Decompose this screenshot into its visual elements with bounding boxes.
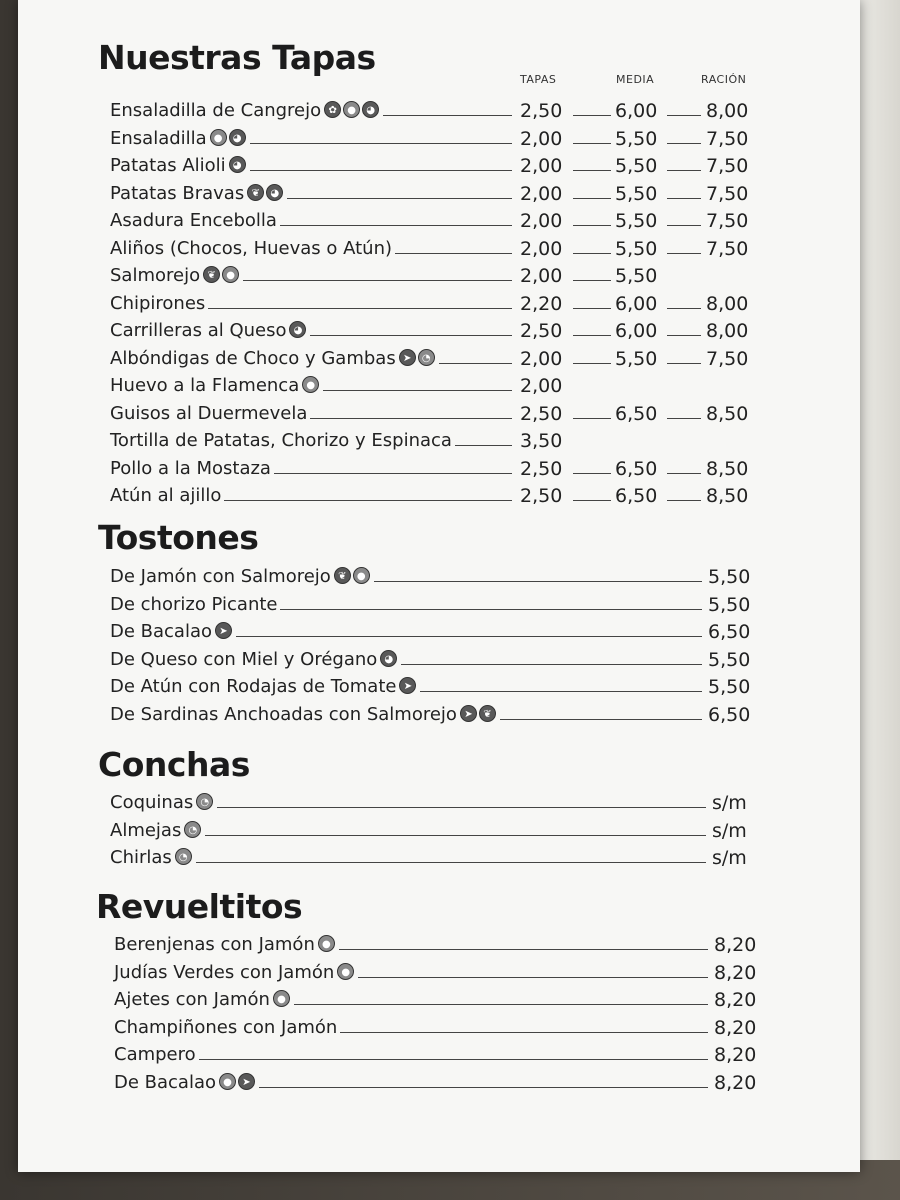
section-title-revueltitos: Revueltitos [96,887,303,926]
allergen-icons [247,184,283,201]
fish-allergen-icon: ➤ [238,1073,255,1090]
price-dash [667,225,701,226]
price-media: 5,50 [615,155,658,177]
price-dash [573,473,611,474]
price-dash [667,418,701,419]
price-racion: 8,00 [706,320,749,342]
fish-allergen-icon: ➤ [399,349,416,366]
price: 8,20 [714,1044,757,1066]
leader-line [217,807,706,808]
item-name: Patatas Bravas [110,182,245,204]
leader-line [358,977,708,978]
price-racion: 7,50 [706,127,749,150]
price-racion: 8,00 [706,292,749,315]
price-tapa: 2,50 [520,100,563,122]
price: 8,20 [714,961,757,984]
price-media: 6,00 [615,292,658,315]
price-tapa: 2,50 [520,402,563,425]
leader-line [280,225,512,226]
price-tapa: 2,00 [520,375,563,397]
allergen-icons [302,376,319,393]
paper-edge [855,0,900,1160]
price-dash [573,363,611,364]
price-media: 5,50 [615,210,658,232]
egg-allergen-icon: ● [318,935,335,952]
menu-item-row [110,592,810,618]
mollusc-allergen-icon: ◔ [184,821,201,838]
leader-line [243,280,512,281]
menu-item-row [110,153,770,179]
menu-item-row [110,126,770,152]
price-tapa: 2,00 [520,210,563,232]
menu-item-row [114,932,814,958]
price-media: 5,50 [615,265,658,287]
menu-item-row [110,845,810,871]
leader-line [395,253,512,254]
item-name: Albóndigas de Choco y Gambas [110,347,396,369]
leader-line [274,473,512,474]
leader-line [287,198,512,199]
menu-item-row [110,483,770,509]
mollusc-allergen-icon: ◔ [175,848,192,865]
item-name: Salmorejo [110,265,201,286]
allergen-icons [399,349,435,366]
menu-item-row [110,790,810,816]
price-tapa: 2,00 [520,127,563,150]
item-name: De chorizo Picante [110,593,278,615]
item-name: Coquinas [110,792,194,813]
allergen-icons [196,793,213,810]
price-media: 6,50 [615,402,658,425]
menu-item-row [110,291,770,317]
price-media: 5,50 [615,182,658,205]
price-tapa: 2,00 [520,237,563,260]
mollusc-allergen-icon: ◔ [418,349,435,366]
price-dash [667,500,701,501]
price-media: 6,00 [615,100,658,122]
price-dash [667,363,701,364]
price-racion: 7,50 [706,347,749,370]
allergen-icons [215,622,232,639]
price: s/m [712,819,747,842]
milk-allergen-icon: ◕ [380,650,397,667]
column-header-media: MEDIA [616,73,655,86]
menu-item-row [114,1015,814,1041]
allergen-icons [334,567,370,584]
price-media: 6,50 [615,485,658,507]
price: 5,50 [708,648,751,671]
leader-line [224,500,512,501]
price-dash [573,335,611,336]
leader-line [310,335,512,336]
price: 5,50 [708,676,751,698]
price-dash [573,308,611,309]
leader-line [374,581,702,582]
gluten-allergen-icon: ❦ [203,266,220,283]
crustacean-allergen-icon: ✿ [324,101,341,118]
price: 6,50 [708,621,751,643]
price-dash [667,198,701,199]
item-name: De Bacalao [114,1071,217,1093]
menu-item-row [114,960,814,986]
item-name: Chipirones [110,292,206,314]
leader-line [500,719,702,720]
menu-item-row [110,674,810,700]
allergen-icons [399,677,416,694]
milk-allergen-icon: ◕ [289,321,306,338]
menu-item-row [110,263,770,289]
egg-allergen-icon: ● [353,567,370,584]
menu-item-row [114,987,814,1013]
allergen-icons [337,963,354,980]
price-dash [573,170,611,171]
menu-item-row [110,181,770,207]
section-title-conchas: Conchas [98,745,250,784]
price-dash [667,308,701,309]
price: 8,20 [714,1016,757,1039]
allergen-icons [289,321,306,338]
gluten-allergen-icon: ❦ [479,705,496,722]
leader-line [250,143,512,144]
allergen-icons [318,935,335,952]
allergen-icons [273,990,290,1007]
leader-line [420,691,702,692]
price-media: 5,50 [615,347,658,370]
price-dash [573,280,611,281]
menu-item-row [110,456,770,482]
price: 5,50 [708,566,751,588]
allergen-icons [210,129,246,146]
price-racion: 8,50 [706,402,749,425]
item-name: Aliños (Chocos, Huevas o Atún) [110,237,393,259]
item-name: Almejas [110,819,182,841]
leader-line [199,1059,708,1060]
menu-item-row [110,647,810,673]
price-dash [573,418,611,419]
milk-allergen-icon: ◕ [229,129,246,146]
menu-sheet [18,0,860,1172]
item-name: Tortilla de Patatas, Chorizo y Espinaca [110,430,452,451]
leader-line [439,363,512,364]
column-header-racion: RACIÓN [701,73,747,86]
price: 8,20 [714,934,757,956]
price: s/m [712,847,747,869]
item-name: De Queso con Miel y Orégano [110,648,378,670]
leader-line [294,1004,708,1005]
milk-allergen-icon: ◕ [362,101,379,118]
item-name: Ensaladilla [110,127,207,149]
allergen-icons [219,1073,255,1090]
leader-line [280,609,702,610]
item-name: De Sardinas Anchoadas con Salmorejo [110,703,457,725]
item-name: Berenjenas con Jamón [114,934,315,955]
price-dash [573,253,611,254]
price-tapa: 2,20 [520,292,563,315]
item-name: Chirlas [110,847,172,868]
menu-item-row [110,818,810,844]
price-media: 5,50 [615,237,658,260]
price: s/m [712,792,747,814]
allergen-icons [324,101,379,118]
leader-line [236,636,702,637]
milk-allergen-icon: ◕ [266,184,283,201]
menu-item-row [110,318,770,344]
price-dash [573,225,611,226]
leader-line [401,664,702,665]
menu-item-row [110,619,810,645]
price-tapa: 2,00 [520,182,563,205]
price-tapa: 2,50 [520,457,563,480]
item-name: De Bacalao [110,621,213,642]
item-name: Carrilleras al Queso [110,320,287,341]
allergen-icons [175,848,192,865]
price-media: 6,00 [615,320,658,342]
allergen-icons [203,266,239,283]
price-dash [573,198,611,199]
item-name: Patatas Alioli [110,155,226,176]
leader-line [340,1032,708,1033]
price-tapa: 2,50 [520,320,563,342]
fish-allergen-icon: ➤ [399,677,416,694]
item-name: Champiñones con Jamón [114,1016,338,1038]
allergen-icons [380,650,397,667]
item-name: Ajetes con Jamón [114,989,270,1010]
item-name: Ensaladilla de Cangrejo [110,100,322,121]
allergen-icons [460,705,496,722]
allergen-icons [184,821,201,838]
price-media: 6,50 [615,457,658,480]
item-name: Guisos al Duermevela [110,402,308,424]
leader-line [196,862,706,863]
section-title-tostones: Tostones [98,518,259,557]
price-tapa: 2,00 [520,155,563,177]
leader-line [383,115,512,116]
menu-item-row [114,1070,814,1096]
price-dash [667,473,701,474]
price-dash [573,115,611,116]
egg-allergen-icon: ● [273,990,290,1007]
fish-allergen-icon: ➤ [460,705,477,722]
gluten-allergen-icon: ❦ [247,184,264,201]
menu-item-row [110,373,770,399]
egg-allergen-icon: ● [210,129,227,146]
price-racion: 7,50 [706,182,749,205]
item-name: Atún al ajillo [110,485,222,506]
item-name: Judías Verdes con Jamón [114,961,335,983]
egg-allergen-icon: ● [222,266,239,283]
price-media: 5,50 [615,127,658,150]
leader-line [455,445,512,446]
menu-item-row [110,702,810,728]
menu-item-row [110,428,770,454]
price-dash [667,143,701,144]
price-racion: 7,50 [706,237,749,260]
price-dash [573,500,611,501]
egg-allergen-icon: ● [219,1073,236,1090]
price-tapa: 3,50 [520,430,563,452]
leader-line [259,1087,708,1088]
fish-allergen-icon: ➤ [215,622,232,639]
menu-item-row [110,98,770,124]
price: 5,50 [708,593,751,616]
gluten-allergen-icon: ❦ [334,567,351,584]
allergen-icons [229,156,246,173]
section-title-tapas: Nuestras Tapas [98,38,376,77]
price-racion: 8,50 [706,485,749,507]
milk-allergen-icon: ◕ [229,156,246,173]
price-racion: 7,50 [706,155,749,177]
price-dash [667,253,701,254]
menu-item-row [110,346,770,372]
item-name: Campero [114,1044,196,1065]
leader-line [250,170,512,171]
egg-allergen-icon: ● [302,376,319,393]
menu-item-row [110,401,770,427]
egg-allergen-icon: ● [343,101,360,118]
item-name: De Atún con Rodajas de Tomate [110,676,397,697]
leader-line [205,835,706,836]
leader-line [339,949,708,950]
price-tapa: 2,50 [520,485,563,507]
price-tapa: 2,00 [520,347,563,370]
price-dash [667,170,701,171]
price: 8,20 [714,1071,757,1094]
price-racion: 7,50 [706,210,749,232]
price: 6,50 [708,703,751,726]
menu-item-row [110,236,770,262]
price-racion: 8,50 [706,457,749,480]
item-name: Huevo a la Flamenca [110,375,300,396]
leader-line [323,390,512,391]
column-header-tapas: TAPAS [520,73,557,86]
leader-line [310,418,512,419]
item-name: De Jamón con Salmorejo [110,566,331,587]
menu-item-row [110,208,770,234]
leader-line [208,308,512,309]
item-name: Asadura Encebolla [110,210,277,231]
price: 8,20 [714,989,757,1011]
price-dash [667,335,701,336]
egg-allergen-icon: ● [337,963,354,980]
item-name: Pollo a la Mostaza [110,457,271,479]
price-dash [667,115,701,116]
price-dash [573,143,611,144]
menu-item-row [110,564,810,590]
price-racion: 8,00 [706,100,749,122]
price-tapa: 2,00 [520,265,563,287]
menu-item-row [114,1042,814,1068]
mollusc-allergen-icon: ◔ [196,793,213,810]
